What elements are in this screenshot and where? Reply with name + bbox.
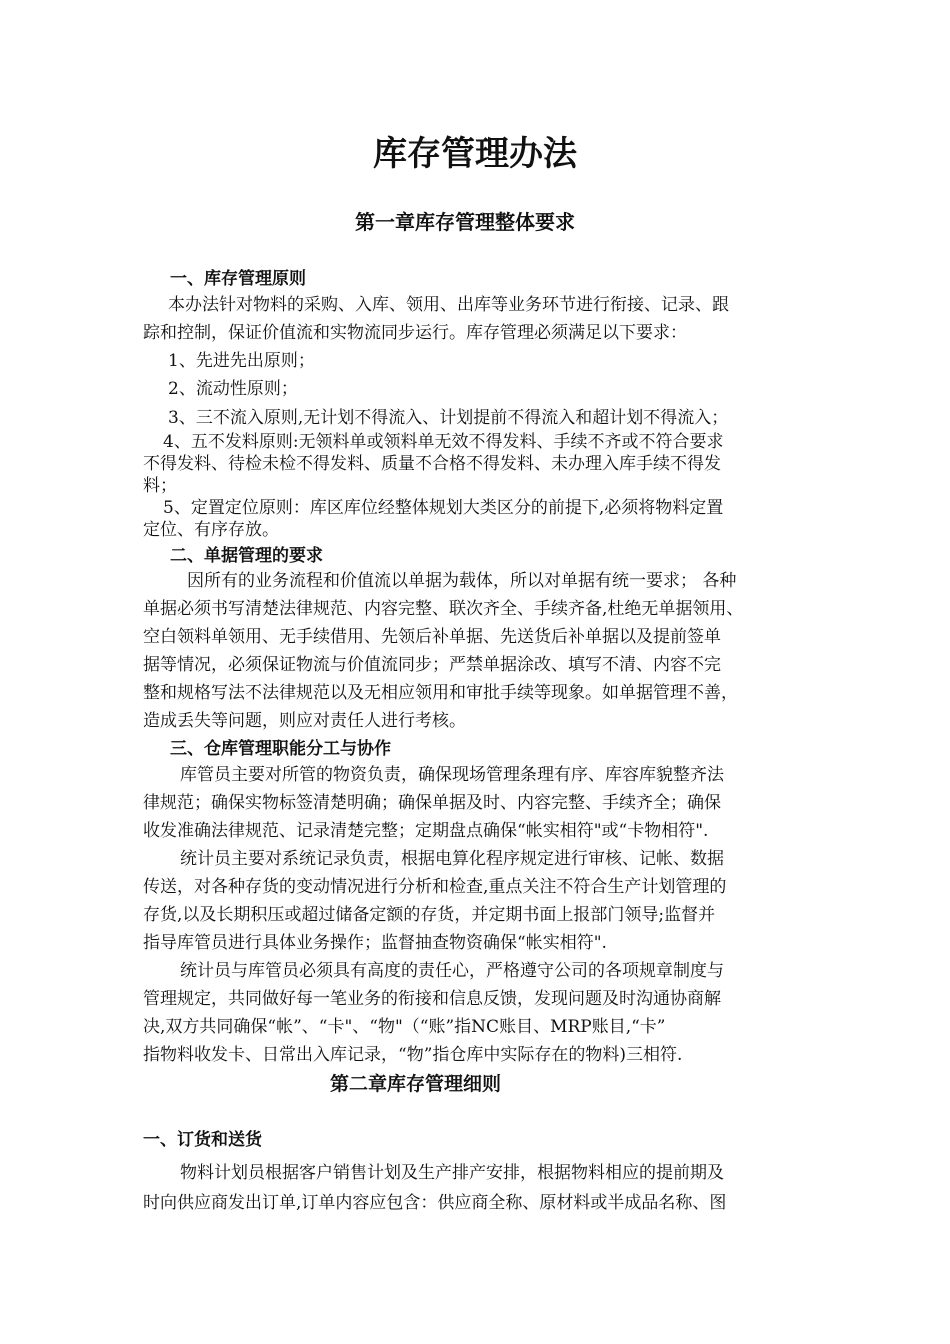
principles-intro-line-2: 踪和控制，保证价值流和实物流同步运行。库存管理必须满足以下要求： (143, 323, 687, 343)
division-p2-line-3: 存货,以及长期积压或超过储备定额的存货，并定期书面上报部门领导;监督并 (143, 905, 716, 925)
division-p1-line-3: 收发准确法律规范、记录清楚完整；定期盘点确保“帐实相符"或“卡物相符". (143, 821, 709, 841)
division-p1-line-1: 库管员主要对所管的物资负责，确保现场管理条理有序、库容库貌整齐法 (180, 765, 724, 785)
documents-line-3: 空白领料单领用、无手续借用、先领后补单据、先送货后补单据以及提前签单 (143, 627, 721, 647)
division-p3-line-1: 统计员与库管员必须具有高度的责任心，严格遵守公司的各项规章制度与 (180, 961, 724, 981)
documents-line-1: 因所有的业务流程和价值流以单据为载体，所以对单据有统一要求； 各种 (187, 571, 737, 591)
division-p1-line-2: 律规范；确保实物标签清楚明确；确保单据及时、内容完整、手续齐全；确保 (143, 793, 721, 813)
division-p3-line-2: 管理规定，共同做好每一笔业务的衔接和信息反馈，发现问题及时沟通协商解 (143, 989, 721, 1009)
document-title: 库存管理办法 (373, 134, 577, 174)
chapter2-title: 第二章库存管理细则 (330, 1073, 502, 1095)
chapter1-title: 第一章库存管理整体要求 (355, 210, 575, 234)
principle-item-5-line-1: 5、定置定位原则：库区库位经整体规划大类区分的前提下,必须将物料定置 (163, 498, 724, 518)
division-p3-line-3: 决,双方共同确保“帐”、“卡"、“物"（“账”指NC账目、MRP账目,“卡” (143, 1017, 666, 1037)
division-p2-line-2: 传送，对各种存货的变动情况进行分析和检查,重点关注不符合生产计划管理的 (143, 877, 727, 897)
principle-item-1: 1、先进先出原则； (168, 351, 315, 371)
section-heading-division: 三、仓库管理职能分工与协作 (170, 739, 391, 759)
principle-item-3: 3、三不流入原则,无计划不得流入、计划提前不得流入和超计划不得流入； (168, 408, 729, 428)
division-p3-line-4: 指物料收发卡、日常出入库记录，“物”指仓库中实际存在的物料)三相符. (143, 1045, 683, 1065)
principle-item-4-line-1: 4、五不发料原则:无领料单或领料单无效不得发料、手续不齐或不符合要求 (163, 432, 724, 452)
ordering-line-1: 物料计划员根据客户销售计划及生产排产安排，根据物料相应的提前期及 (180, 1163, 724, 1183)
section-heading-ordering: 一、订货和送货 (143, 1130, 262, 1150)
documents-line-2: 单据必须书写清楚法律规范、内容完整、联次齐全、手续齐备,杜绝无单据领用、 (143, 599, 744, 619)
principle-item-2: 2、流动性原则； (168, 379, 298, 399)
principle-item-4-line-3: 料； (143, 476, 177, 496)
documents-line-6: 造成丢失等问题，则应对责任人进行考核。 (143, 711, 466, 731)
division-p2-line-4: 指导库管员进行具体业务操作；监督抽查物资确保“帐实相符". (143, 933, 607, 953)
documents-line-4: 据等情况，必须保证物流与价值流同步；严禁单据涂改、填写不清、内容不完 (143, 655, 721, 675)
documents-line-5: 整和规格写法不法律规范以及无相应领用和审批手续等现象。如单据管理不善， (143, 683, 738, 703)
principles-intro-line-1: 本办法针对物料的采购、入库、领用、出库等业务环节进行衔接、记录、跟 (168, 295, 729, 315)
section-heading-principles: 一、库存管理原则 (170, 269, 306, 289)
division-p2-line-1: 统计员主要对系统记录负责，根据电算化程序规定进行审核、记帐、数据 (180, 849, 724, 869)
section-heading-documents: 二、单据管理的要求 (170, 546, 323, 566)
ordering-line-2: 时向供应商发出订单,订单内容应包含：供应商全称、原材料或半成品名称、图 (143, 1193, 727, 1213)
principle-item-4-line-2: 不得发料、待检未检不得发料、质量不合格不得发料、未办理入库手续不得发 (143, 454, 721, 474)
principle-item-5-line-2: 定位、有序存放。 (143, 520, 279, 540)
